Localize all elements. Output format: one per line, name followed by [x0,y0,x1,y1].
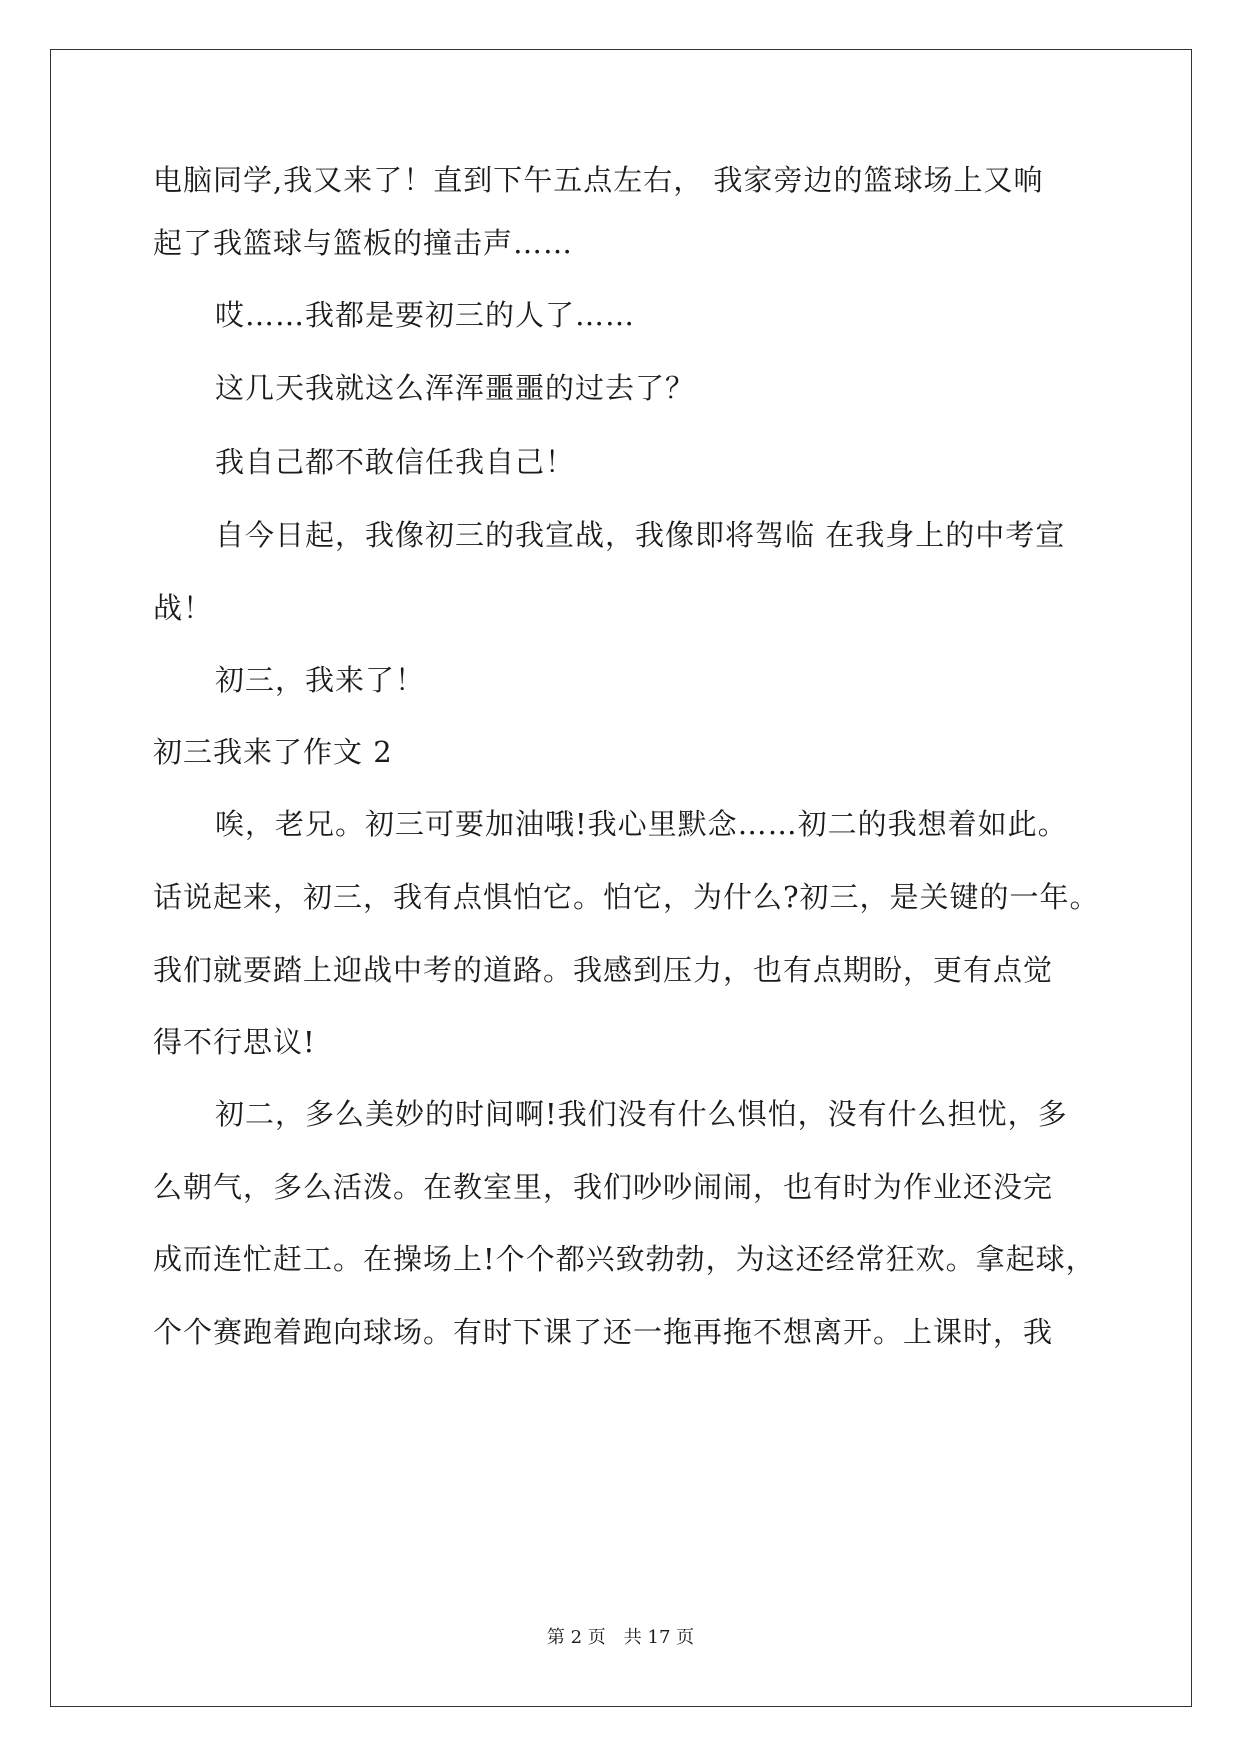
text-line: 这几天我就这么浑浑噩噩的过去了？ [215,371,696,405]
text-line: 电脑同学,我又来了！直到下午五点左右， 我家旁边的篮球场上又响 [153,163,1044,197]
text-line: 起了我篮球与篮板的撞击声…… [153,226,574,260]
text-line: 哎……我都是要初三的人了…… [215,298,636,332]
text-line: 自今日起，我像初三的我宣战，我像即将驾临 在我身上的中考宣 [215,518,1066,552]
text-line: 初二，多么美妙的时间啊!我们没有什么惧怕，没有什么担忧，多 [215,1097,1068,1131]
text-line: 唉，老兄。初三可要加油哦!我心里默念……初二的我想着如此。 [215,807,1068,841]
text-line: 话说起来，初三，我有点惧怕它。怕它，为什么?初三，是关键的一年。 [153,880,1100,914]
text-line: 战！ [153,591,214,625]
text-line: 么朝气，多么活泼。在教室里，我们吵吵闹闹，也有时为作业还没完 [153,1170,1054,1204]
text-line: 成而连忙赶工。在操场上!个个都兴致勃勃，为这还经常狂欢。拿起球， [153,1242,1096,1276]
text-line: 初三，我来了！ [215,663,426,697]
text-line: 得不行思议! [153,1025,316,1059]
page-number: 第 2 页 共 17 页 [546,1627,695,1648]
text-line: 个个赛跑着跑向球场。有时下课了还一拖再拖不想离开。上课时，我 [153,1315,1054,1349]
section-heading: 初三我来了作文 2 [153,735,393,769]
text-line: 我们就要踏上迎战中考的道路。我感到压力，也有点期盼，更有点觉 [153,953,1054,987]
text-line: 我自己都不敢信任我自己！ [215,445,576,479]
